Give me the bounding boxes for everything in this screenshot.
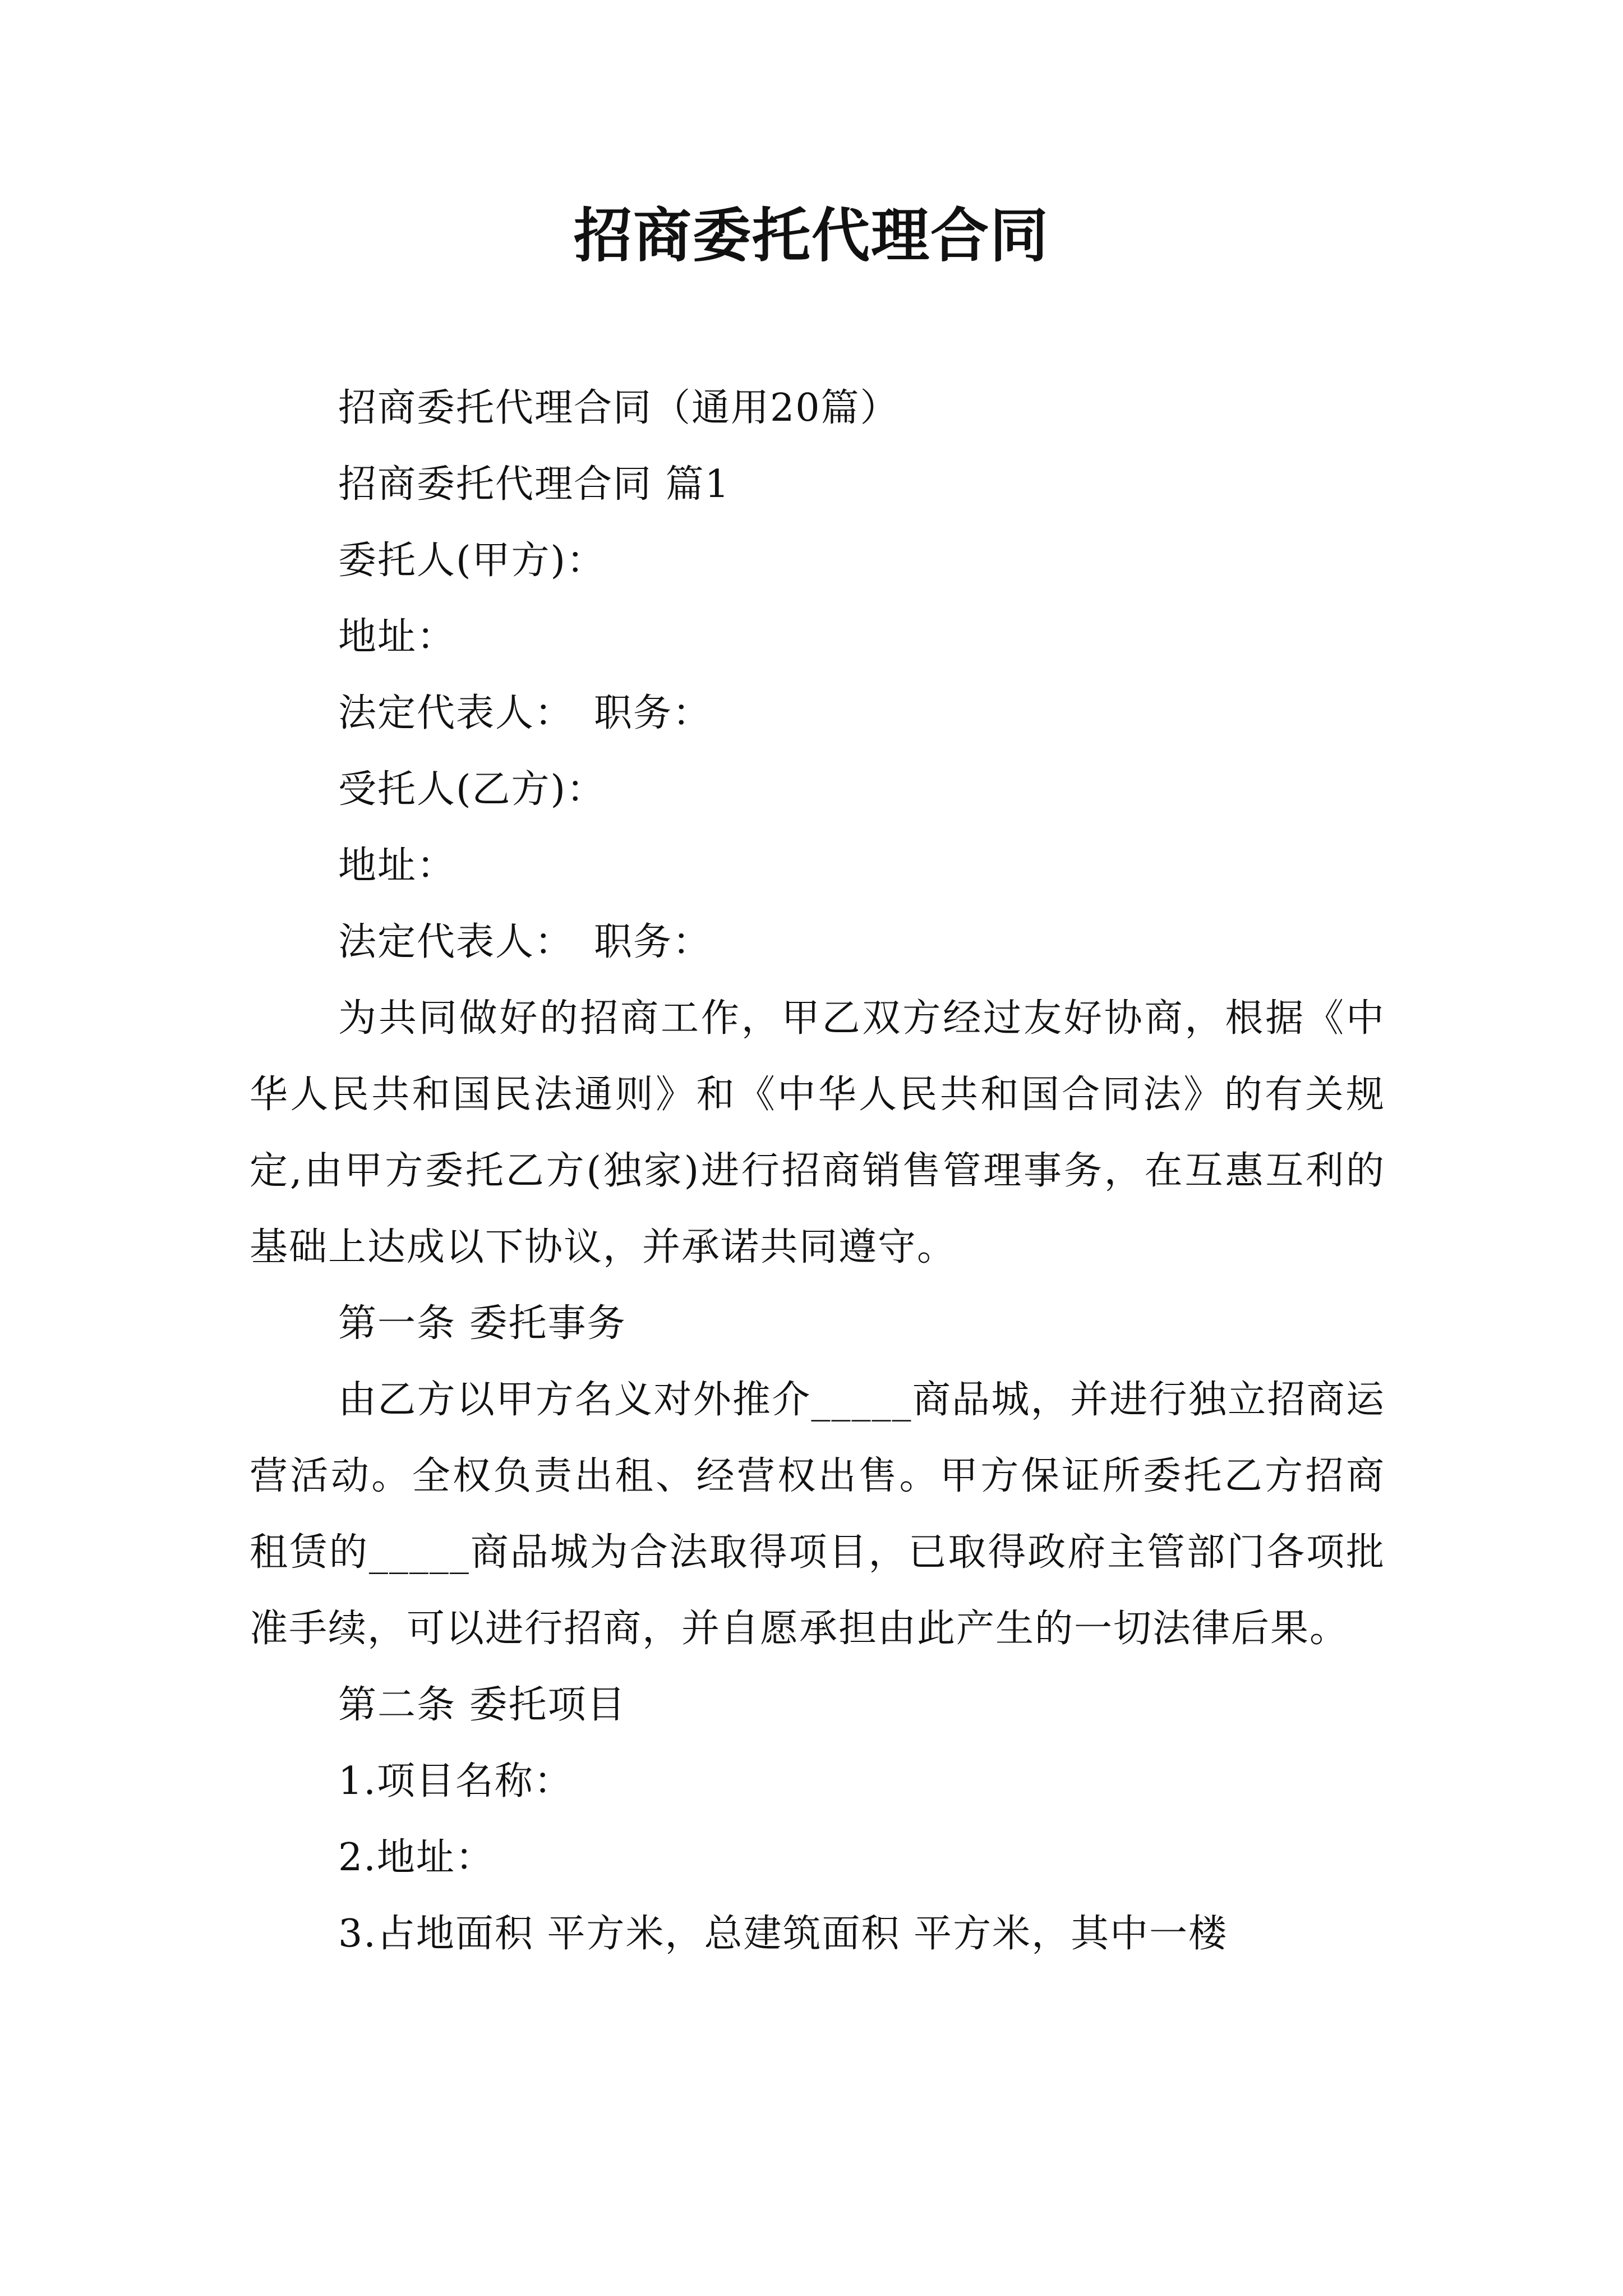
paragraph-item-3: 3.占地面积 平方米，总建筑面积 平方米，其中一楼 xyxy=(338,1912,1228,1956)
paragraph-article-2-heading: 第二条 委托项目 xyxy=(338,1683,626,1727)
paragraph-agent-address: 地址： xyxy=(338,844,457,888)
document-title: 招商委托代理合同 xyxy=(573,201,1049,270)
paragraph-item-2: 2.地址： xyxy=(338,1835,495,1880)
document-body xyxy=(250,370,1385,1972)
paragraph-client-representative: 法定代表人： 职务： xyxy=(338,691,712,735)
paragraph-client-address: 地址： xyxy=(338,615,457,659)
paragraph-item-1: 1.项目名称： xyxy=(338,1759,573,1803)
paragraph-article-1-body: 由乙方以甲方名义对外推介_____商品城，并进行独立招商运营活动。全权负责出租、经营权出售。甲方保证所委托乙方招商租赁的_____商品城为合法取得项目，已取得政府主管部门各项批准手续，可以进行招商，并自愿承担由此产生的一切法律后果。 xyxy=(250,1378,1385,1651)
paragraph-section-heading: 招商委托代理合同 篇1 xyxy=(338,462,730,507)
paragraph-client: 委托人(甲方)： xyxy=(338,539,606,583)
paragraph-preamble: 为共同做好的招商工作，甲乙双方经过友好协商，根据《中华人民共和国民法通则》和《中华人民共和国合同法》的有关规定,由甲方委托乙方(独家)进行招商销售管理事务，在互惠互利的基础上达成以下协议，并承诺共同遵守。 xyxy=(250,996,1385,1269)
paragraph-subtitle: 招商委托代理合同（通用20篇） xyxy=(338,386,900,430)
paragraph-agent: 受托人(乙方)： xyxy=(338,767,606,812)
paragraph-agent-representative: 法定代表人： 职务： xyxy=(338,920,712,964)
paragraph-article-1-heading: 第一条 委托事务 xyxy=(338,1301,626,1346)
